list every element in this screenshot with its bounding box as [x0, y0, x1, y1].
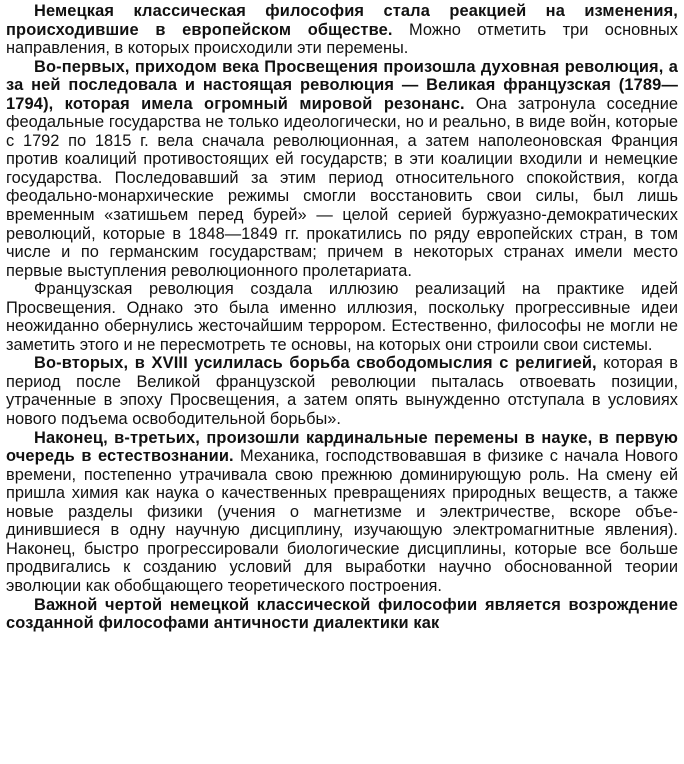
- paragraph-lead-bold: Во-вторых, в XVIII усилилась борьба свободомыслия с религией,: [34, 354, 597, 373]
- paragraph-first-revolution: [6, 58, 678, 281]
- paragraph-french-revolution-illusion: [6, 280, 678, 354]
- paragraph-body-text: Механика, господствовавшая в физике с начала Нового времени, постепенно утрачивала свою прежнюю доминирующую роль. На смену ей пришла химия как наука о качественных превращениях природных веществ, а также новые разделы физики (учения о магнетизме и электричестве, вскоре объединившиеся в одну научную дисциплину, изучающую электромагнитные явления). Наконец, быстро прогрессировали биологические дисциплины, которые все больше продвигались к созданию условий для выработки научно обоснованной теории эволюции как обобщающего теоретического построения.: [6, 447, 678, 595]
- paragraph-dialectics: [6, 596, 678, 633]
- paragraph-body-text: Французская революция создала иллюзию реализаций на практике идей Просвещения. Однако это была именно иллюзия, поскольку прогрессивные идеи неожиданно обернулись жесточайшим террором. Естественно, философы не могли не заметить этого и не пересмотреть те основы, на которых они строили свои системы.: [6, 280, 678, 354]
- paragraph-body-text: Можно отметить три основных направления, в которых происходили эти перемены.: [6, 20, 679, 58]
- paragraph-body-text: Она затронула соседние феодальные государства не только идеологически, но и реально, в виде войн, которые с 1792 по 1815 г. вела сначала революционная, а затем наполеоновская Франция против коалиций противостоящих ей государств; в эти коалиции входили и немецкие государства. Последовавший за этим период относительного спокойствия, когда феодально-монархические режимы смогли восстановить свои силы, был лишь временным «затишьем перед бурей» — целой серией буржуазно-демократических революций, которые в 1848—1849 гг. прокатились по ряду европейских стран, в том числе и по германским государствам; причем в некоторых странах имели место первые выступления революционного пролетариата.: [6, 94, 678, 280]
- paragraph-second-religion: [6, 354, 678, 428]
- paragraph-lead-bold: Наконец, в-третьих, произошли кардинальные перемены в науке, в первую очередь в естествознании.: [6, 428, 678, 466]
- paragraph-lead-bold: Немецкая классическая философия стала реакцией на изменения, происходившие в европейском обществе.: [6, 2, 678, 39]
- paragraph-lead-bold: Важной чертой немецкой классической философии является возрождение созданной философами античности диалектики как: [6, 595, 678, 633]
- paragraph-third-science: [6, 429, 678, 596]
- paragraph-body-text: которая в период после Великой французской революции пыталась отвоевать позиции, утраченные в эпоху Просвещения, а затем опять вынужденно отступала в условиях нового подъема освободительной борьбы».: [6, 354, 678, 429]
- paragraph-reaction: [6, 2, 678, 58]
- paragraph-lead-bold: Во-первых, приходом века Просвещения произошла духовная революция, а за ней последовала и настоящая революция — Великая французская (1789—1794), которая имела огромный мировой резонанс.: [6, 57, 678, 113]
- book-page: [6, 2, 678, 633]
